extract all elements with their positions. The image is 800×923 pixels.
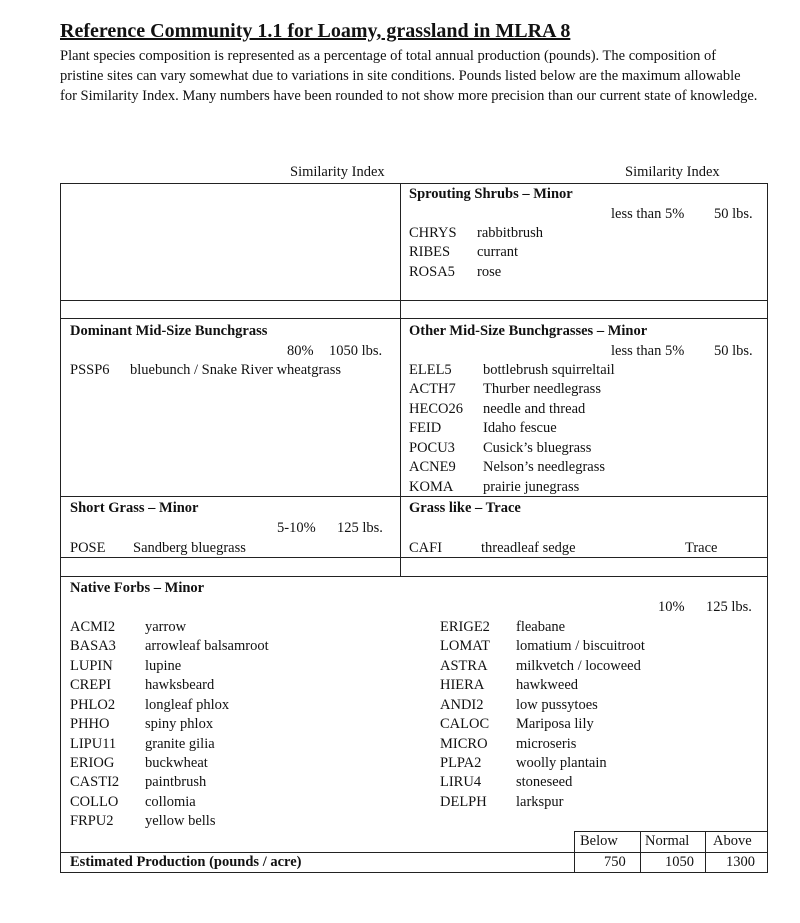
production-header-above: Above [713,833,752,849]
species-name: longleaf phlox [145,697,230,713]
species-code: MICRO [440,736,488,752]
species-name: arrowleaf balsamroot [145,638,269,654]
species-name: hawkweed [516,677,579,693]
species-code: CASTI2 [70,774,120,790]
species-name: stoneseed [516,774,573,790]
species-name: hawksbeard [145,677,215,693]
species-name: needle and thread [483,401,586,417]
short-grass-heading: Short Grass – Minor [70,500,199,516]
species-code: ROSA5 [409,264,455,280]
species-name: milkvetch / locoweed [516,658,641,674]
column-divider [400,183,401,576]
species-code: LIRU4 [440,774,482,790]
sprouting-shrubs-pounds: 50 lbs. [714,206,753,222]
production-header-below: Below [580,833,618,849]
species-name: prairie junegrass [483,479,580,495]
species-code: CHRYS [409,225,457,241]
species-code: FRPU2 [70,813,114,829]
column-divider [574,831,575,873]
species-code: POCU3 [409,440,455,456]
species-name: currant [477,244,519,260]
species-name: bottlebrush squirreltail [483,362,615,378]
column-divider [705,831,706,873]
intro-paragraph: Plant species composition is represented as a percentage of total annual production (pounds). The composition of pristine sites can vary somewhat due to variations in site conditions. Pounds listed below are the maximum allowable for Similarity Index. Many numbers have been rounded to not show more precision than our current state of knowledge. [60,48,758,104]
native-forbs-heading: Native Forbs – Minor [70,580,205,596]
dominant-bunchgrass-percent: 80% [287,343,314,359]
species-code: LIPU11 [70,736,117,752]
species-name: rabbitbrush [477,225,544,241]
species-name: low pussytoes [516,697,598,713]
species-name: yellow bells [145,813,216,829]
species-code: ERIGE2 [440,619,490,635]
species-name: buckwheat [145,755,208,771]
species-name: Cusick’s bluegrass [483,440,592,456]
species-code: HIERA [440,677,485,693]
species-name: lupine [145,658,182,674]
other-bunchgrasses-percent: less than 5% [611,343,685,359]
species-name: lomatium / biscuitroot [516,638,645,654]
row-divider [60,852,768,853]
production-header-normal: Normal [645,833,690,849]
species-code: FEID [409,420,442,436]
estimated-production-label: Estimated Production (pounds / acre) [70,854,302,870]
native-forbs-percent: 10% [658,599,685,615]
column-divider [640,831,641,873]
other-bunchgrasses-heading: Other Mid-Size Bunchgrasses – Minor [409,323,648,339]
row-divider [60,496,768,497]
other-bunchgrasses-pounds: 50 lbs. [714,343,753,359]
species-name: collomia [145,794,196,810]
dominant-bunchgrass-pounds: 1050 lbs. [329,343,383,359]
species-name: granite gilia [145,736,215,752]
row-divider [60,300,768,301]
species-name: Mariposa lily [516,716,594,732]
species-name: larkspur [516,794,564,810]
species-name: Idaho fescue [483,420,557,436]
species-code: ACNE9 [409,459,456,475]
species-code: ANDI2 [440,697,484,713]
page-title: Reference Community 1.1 for Loamy, grassland in MLRA 8 [60,20,571,42]
species-name: microseris [516,736,577,752]
row-divider [60,557,768,558]
species-code: COLLO [70,794,119,810]
species-name: Thurber needlegrass [483,381,601,397]
species-name: bluebunch / Snake River wheatgrass [130,362,342,378]
species-code: CAFI [409,540,443,556]
species-name: rose [477,264,502,280]
short-grass-percent: 5-10% [277,520,316,536]
species-code: LOMAT [440,638,490,654]
grass-like-heading: Grass like – Trace [409,500,521,516]
sprouting-shrubs-heading: Sprouting Shrubs – Minor [409,186,573,202]
production-value-below: 750 [604,854,626,870]
species-name: Nelson’s needlegrass [483,459,606,475]
species-code: HECO26 [409,401,463,417]
species-code: BASA3 [70,638,116,654]
species-name: paintbrush [145,774,207,790]
species-code: ELEL5 [409,362,452,378]
species-amount: Trace [685,540,718,556]
native-forbs-pounds: 125 lbs. [706,599,752,615]
species-name: fleabane [516,619,566,635]
species-name: spiny phlox [145,716,214,732]
species-code: PHLO2 [70,697,116,713]
species-code: RIBES [409,244,451,260]
species-code: DELPH [440,794,487,810]
species-code: ASTRA [440,658,488,674]
species-name: Sandberg bluegrass [133,540,246,556]
species-code: PSSP6 [70,362,110,378]
species-code: LUPIN [70,658,113,674]
row-divider [60,576,768,577]
species-code: ERIOG [70,755,115,771]
sprouting-shrubs-percent: less than 5% [611,206,685,222]
row-divider [574,831,768,832]
species-name: yarrow [145,619,187,635]
similarity-index-right-label: Similarity Index [625,164,720,180]
production-value-above: 1300 [726,854,755,870]
species-code: CREPI [70,677,112,693]
species-name: woolly plantain [516,755,607,771]
species-code: ACTH7 [409,381,456,397]
species-code: ACMI2 [70,619,116,635]
similarity-index-left-label: Similarity Index [290,164,385,180]
species-code: CALOC [440,716,490,732]
row-divider [60,318,768,319]
short-grass-pounds: 125 lbs. [337,520,383,536]
production-value-normal: 1050 [665,854,694,870]
species-code: PLPA2 [440,755,482,771]
dominant-bunchgrass-heading: Dominant Mid-Size Bunchgrass [70,323,268,339]
species-code: POSE [70,540,106,556]
species-name: threadleaf sedge [481,540,576,556]
species-code: PHHO [70,716,110,732]
species-code: KOMA [409,479,454,495]
